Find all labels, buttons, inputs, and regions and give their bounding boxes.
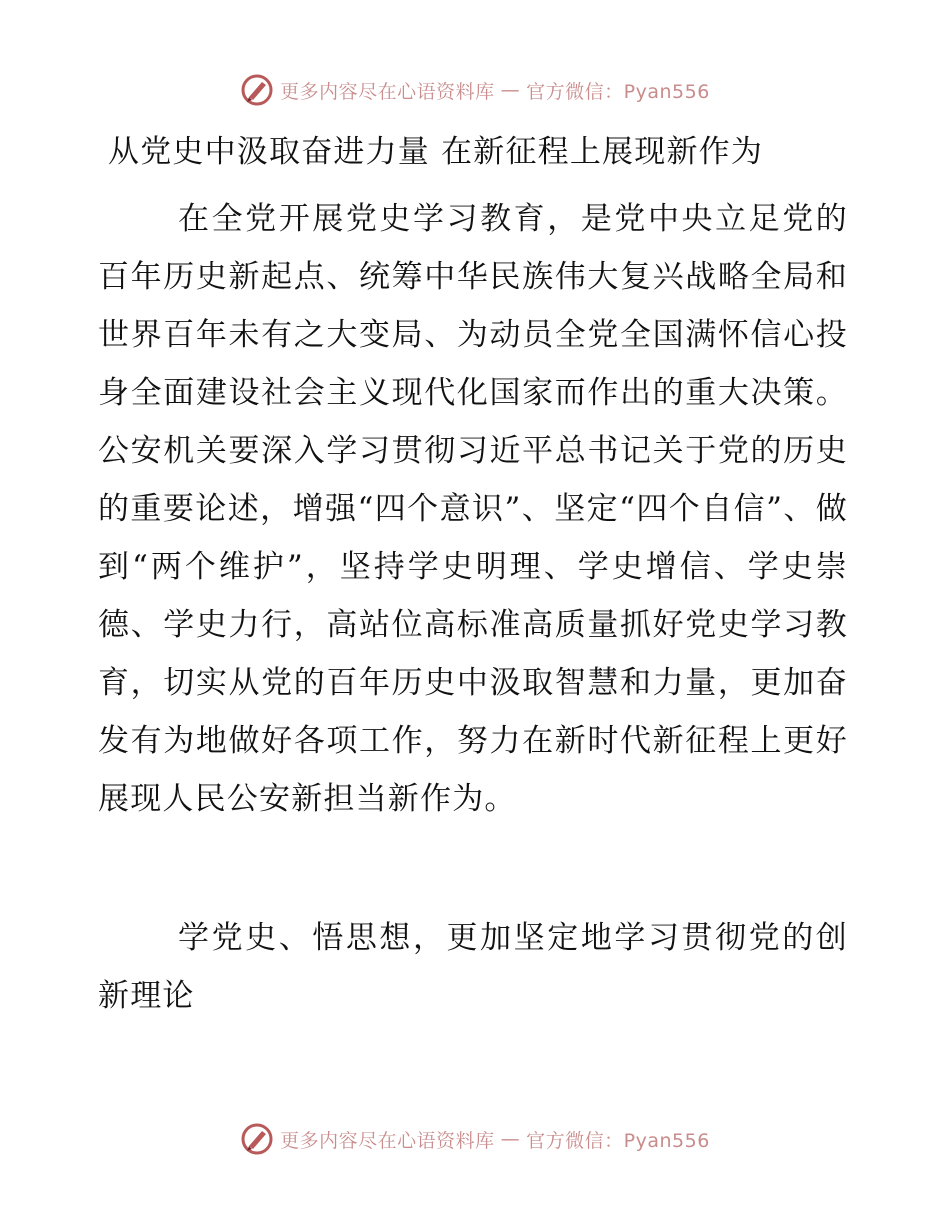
pen-seal-logo-icon [240,73,274,107]
body-paragraph-2: 学党史、悟思想，更加坚定地学习贯彻党的创新理论 [98,920,848,1014]
document-title: 从党史中汲取奋进力量 在新征程上展现新作为 [108,134,764,170]
watermark-main-text: 更多内容尽在心语资料库 [280,1129,495,1152]
footer-watermark [0,1122,950,1156]
header-watermark [0,73,950,107]
pen-seal-logo-icon [240,1122,274,1156]
watermark-contact-text: 官方微信：Pyan556 [526,80,710,103]
watermark-contact-text: 官方微信：Pyan556 [526,1129,710,1152]
body-paragraph-1: 在全党开展党史学习教育，是党中央立足党的百年历史新起点、统筹中华民族伟大复兴战略全局和世界百年未有之大变局、为动员全党全国满怀信心投身全面建设社会主义现代化国家而作出的重大决策。公安机关要深入学习贯彻习近平总书记关于党的历史的重要论述，增强“四个意识”、坚定“四个自信”、做到“两个维护”，坚持学史明理、学史增信、学史崇德、学史力行，高站位高标准高质量抓好党史学习教育，切实从党的百年历史中汲取智慧和力量，更加奋发有为地做好各项工作，努力在新时代新征程上更好展现人民公安新担当新作为。 [98,201,848,817]
watermark-dash: — [500,79,521,101]
watermark-main-text: 更多内容尽在心语资料库 [280,80,495,103]
watermark-dash: — [500,1128,521,1150]
